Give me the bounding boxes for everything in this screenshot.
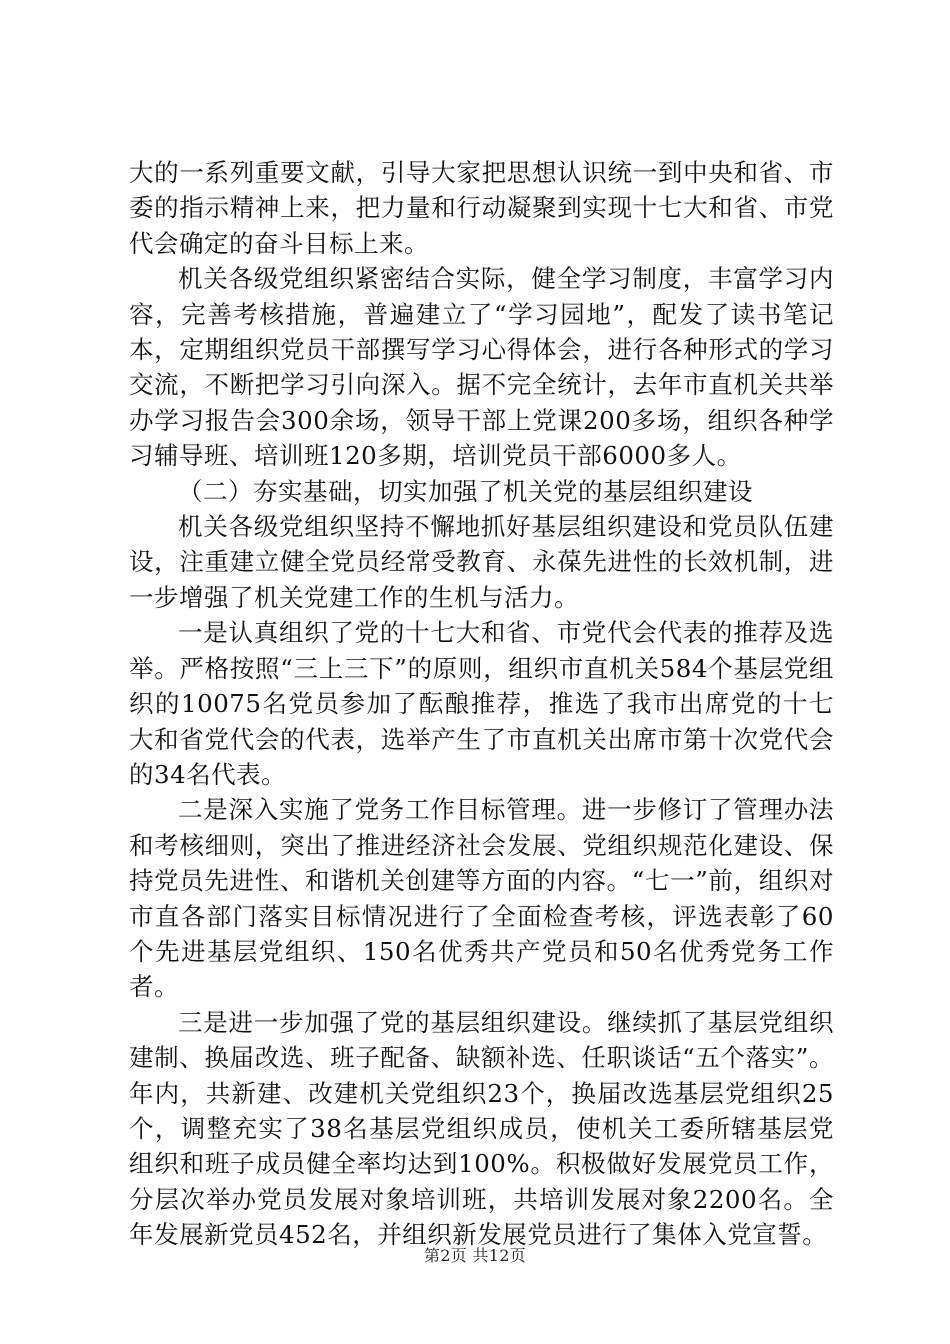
paragraph-point-two: 二是深入实施了党务工作目标管理。进一步修订了管理办法和考核细则，突出了推进经济社会发展、党组织规范化建设、保持党员先进性、和谐机关创建等方面的内容。“七一”前，组织对市直各部门落实目标情况进行了全面检查考核，评选表彰了60个先进基层党组织、150名优秀共产党员和50名优秀党务工作者。: [129, 795, 834, 1002]
page-number-footer: 第2页 共12页: [423, 1246, 527, 1265]
paragraph-study-activities: 机关各级党组织紧密结合实际，健全学习制度，丰富学习内容，完善考核措施，普遍建立了“学习园地”，配发了读书笔记本，定期组织党员干部撰写学习心得体会，进行各种形式的学习交流，不断把学习引向深入。据不完全统计，去年市直机关共举办学习报告会300余场，领导干部上党课200多场，组织各种学习辅导班、培训班120多期，培训党员干部6000多人。: [129, 264, 834, 471]
paragraph-continuation: 大的一系列重要文献，引导大家把思想认识统一到中央和省、市委的指示精神上来，把力量和行动凝聚到实现十七大和省、市党代会确定的奋斗目标上来。: [129, 158, 834, 258]
paragraph-point-three: 三是进一步加强了党的基层组织建设。继续抓了基层党组织建制、换届改选、班子配备、缺额补选、任职谈话“五个落实”。年内，共新建、改建机关党组织23个，换届改选基层党组织25个，调整充实了38名基层党组织成员，使机关工委所辖基层党组织和班子成员健全率均达到100%。积极做好发展党员工作，分层次举办党员发展对象培训班，共培训发展对象2200名。全年发展新党员452名，并组织新发展党员进行了集体入党宣誓。: [129, 1007, 834, 1250]
section-heading: （二）夯实基础，切实加强了机关党的基层组织建设: [178, 476, 753, 506]
paragraph-point-one: 一是认真组织了党的十七大和省、市党代会代表的推荐及选举。严格按照“三上三下”的原则，组织市直机关584个基层党组织的10075名党员参加了酝酿推荐，推选了我市出席党的十七大和省党代会的代表，选举产生了市直机关出席市第十次党代会的34名代表。: [129, 618, 834, 789]
document-body: [129, 155, 834, 1253]
paragraph-organization-building: 机关各级党组织坚持不懈地抓好基层组织建设和党员队伍建设，注重建立健全党员经常受教育、永葆先进性的长效机制，进一步增强了机关党建工作的生机与活力。: [129, 512, 834, 612]
